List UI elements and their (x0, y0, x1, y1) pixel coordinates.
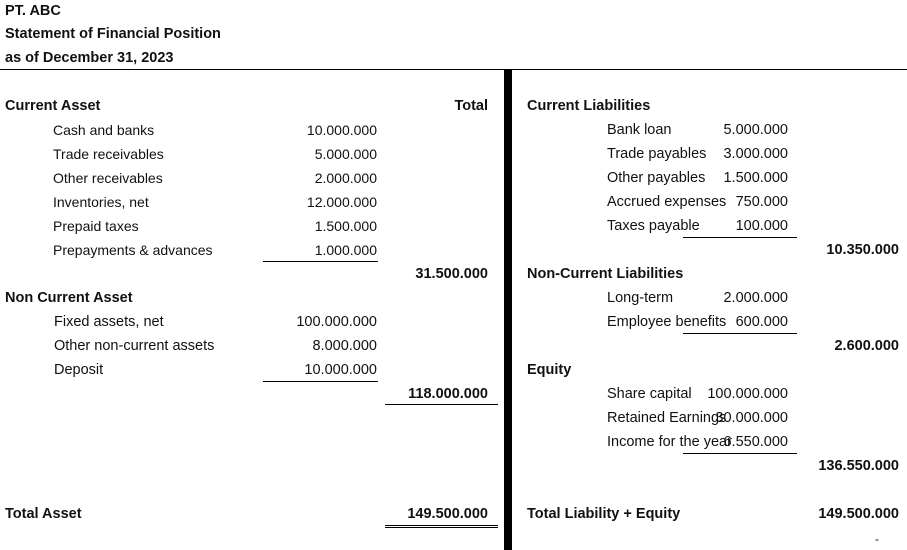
equity-value: 100.000.000 (707, 386, 788, 402)
non-current-liabilities-total: 2.600.000 (834, 338, 899, 354)
total-column-header: Total (454, 98, 488, 114)
subtotal-underline (683, 333, 797, 334)
equity-label: Income for the year (607, 434, 732, 450)
asset-label: Fixed assets, net (54, 314, 164, 330)
asset-value: 2.000.000 (314, 170, 377, 186)
liability-label: Other payables (607, 170, 706, 186)
asset-label: Cash and banks (53, 122, 155, 138)
liability-label: Employee benefits (607, 314, 727, 330)
current-asset-total: 31.500.000 (415, 266, 488, 282)
equity-value: 30.000.000 (715, 410, 788, 426)
asset-label: Prepayments & advances (53, 242, 213, 258)
liability-value: 5.000.000 (723, 122, 788, 138)
current-liabilities-heading: Current Liabilities (527, 98, 651, 114)
asset-label: Inventories, net (53, 194, 149, 210)
liability-label: Long-term (607, 290, 674, 306)
company-name: PT. ABC (5, 3, 61, 19)
subtotal-underline (683, 453, 797, 454)
asset-value: 5.000.000 (314, 146, 377, 162)
total-liability-equity-label: Total Liability + Equity (527, 506, 681, 522)
current-liabilities-total: 10.350.000 (826, 242, 899, 258)
statement-title: Statement of Financial Position (5, 26, 221, 42)
asset-label: Deposit (54, 362, 104, 378)
equity-value: 6.550.000 (723, 434, 788, 450)
asset-value: 12.000.000 (306, 194, 377, 210)
equity-label: Retained Earnings (607, 410, 727, 426)
asset-label: Prepaid taxes (53, 218, 139, 234)
liability-value: 750.000 (735, 194, 788, 210)
total-underline (385, 404, 498, 405)
asset-label: Other receivables (53, 170, 163, 186)
current-asset-heading: Current Asset (5, 98, 101, 114)
asset-label: Other non-current assets (54, 338, 215, 354)
liability-label: Bank loan (607, 122, 672, 138)
total-asset-label: Total Asset (5, 506, 82, 522)
non-current-liabilities-heading: Non-Current Liabilities (527, 266, 684, 282)
liability-label: Accrued expenses (607, 194, 727, 210)
liability-label: Trade payables (607, 146, 707, 162)
total-asset-value: 149.500.000 (407, 506, 488, 522)
asset-value: 1.000.000 (314, 242, 377, 258)
subtotal-underline (263, 381, 378, 382)
liability-label: Taxes payable (607, 218, 700, 234)
liability-value: 600.000 (735, 314, 788, 330)
total-liability-equity-value: 149.500.000 (818, 506, 899, 522)
liability-value: 100.000 (735, 218, 788, 234)
double-underline (385, 525, 498, 528)
equity-heading: Equity (527, 362, 572, 378)
non-current-asset-total: 118.000.000 (408, 386, 488, 402)
asset-value: 10.000.000 (306, 122, 377, 138)
statement-date: as of December 31, 2023 (5, 50, 174, 66)
dash-mark: - (875, 532, 879, 546)
liability-value: 3.000.000 (723, 146, 788, 162)
asset-value: 1.500.000 (314, 218, 377, 234)
equity-label: Share capital (607, 386, 692, 402)
liability-value: 1.500.000 (723, 170, 788, 186)
subtotal-underline (683, 237, 797, 238)
column-divider (504, 69, 512, 550)
asset-value: 8.000.000 (312, 338, 377, 354)
non-current-asset-heading: Non Current Asset (5, 290, 133, 306)
subtotal-underline (263, 261, 378, 262)
equity-total: 136.550.000 (818, 458, 899, 474)
asset-value: 10.000.000 (304, 362, 377, 378)
asset-value: 100.000.000 (296, 314, 377, 330)
asset-label: Trade receivables (53, 146, 164, 162)
liability-value: 2.000.000 (723, 290, 788, 306)
header-divider (0, 69, 907, 70)
